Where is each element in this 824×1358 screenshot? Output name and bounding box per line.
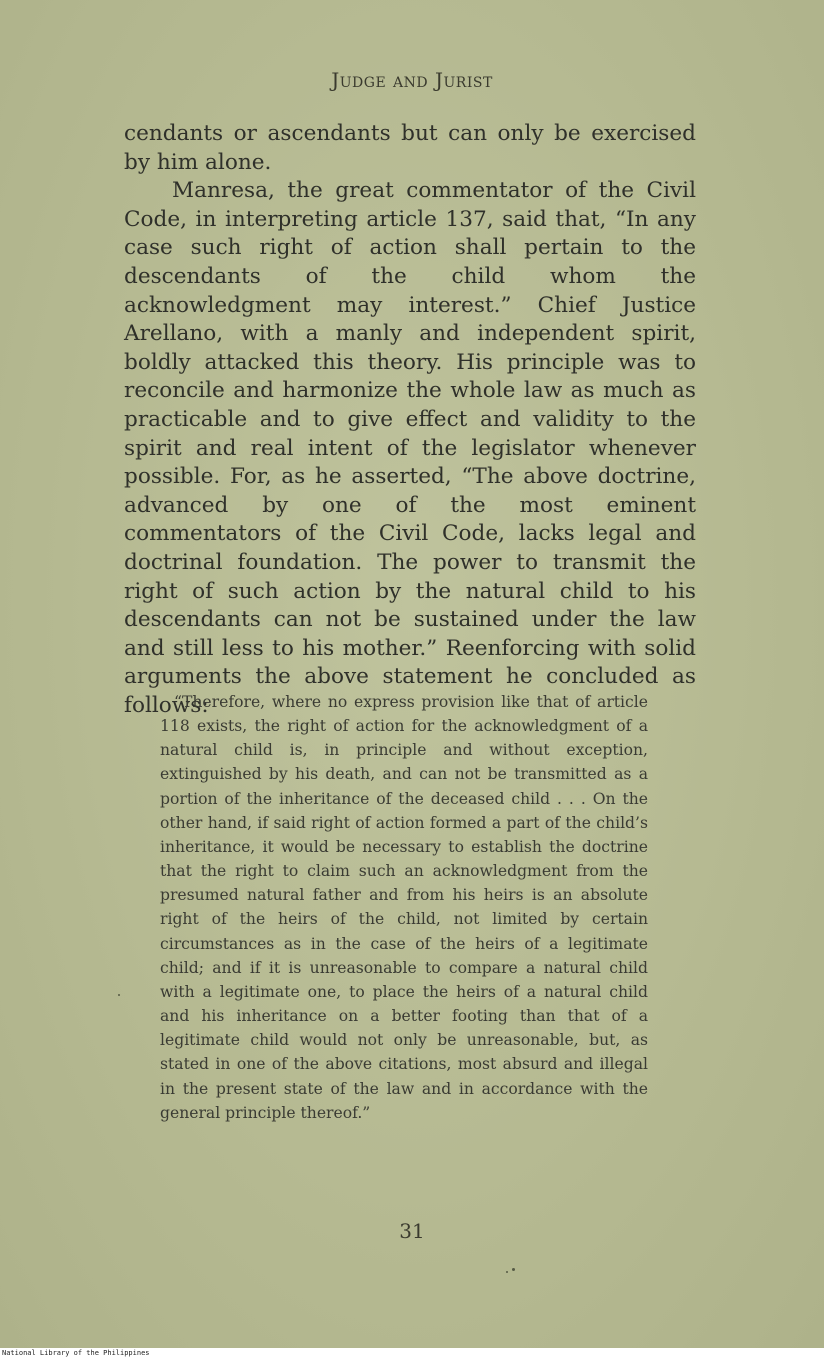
paper-speck — [506, 1271, 508, 1273]
running-head: Judge and Jurist — [331, 68, 493, 92]
paper-speck — [118, 994, 120, 996]
main-text — [124, 120, 696, 720]
block-quote — [160, 690, 648, 1125]
library-watermark: National Library of the Philippines — [2, 1349, 150, 1357]
paragraph-manresa: Manresa, the great commentator of the Civil Code, in interpreting article 137, said that, “In any case such right of action shall pertain to the descendants of the child whom the acknowledgment may interest.” Chief Justice Arellano, with a manly and independent spirit, boldly attacked this theory. His principle was to reconcile and harmonize the whole law as much as practicable and to give effect and validity to the spirit and real intent of the legislator whenever possible. For, as he asserted, “The above doctrine, advanced by one of the most eminent commentators of the Civil Code, lacks legal and doctrinal foundation. The power to transmit the right of such action by the natural child to his descendants can not be sustained under the law and still less to his mother.” Reenforcing with solid arguments the above statement he concluded as follows: — [124, 178, 696, 718]
quote-text: “Therefore, where no express provision like that of article 118 exists, the right of action for the acknowledgment of a natural child is, in principle and without exception, extinguished by his death, and can not be transmitted as a portion of the inheritance of the deceased child . . . On the other hand, if said right of action formed a part of the child’s inheritance, it would be necessary to establish the doctrine that the right to claim such an acknowledgment from the presumed natural father and from his heirs is an absolute right of the heirs of the child, not limited by certain circumstances as in the case of the heirs of a legitimate child; and if it is unreasonable to compare a natural child with a legitimate one, to place the heirs of a natural child and his inheritance on a better footing than that of a legitimate child would not only be unreasonable, but, as stated in one of the above citations, most absurd and illegal in the present state of the law and in accordance with the general principle thereof.” — [160, 693, 648, 1122]
paragraph-continuation: cendants or ascendants but can only be exercised by him alone. — [124, 121, 696, 175]
paper-speck — [512, 1268, 515, 1271]
page-number: 31 — [399, 1219, 425, 1243]
